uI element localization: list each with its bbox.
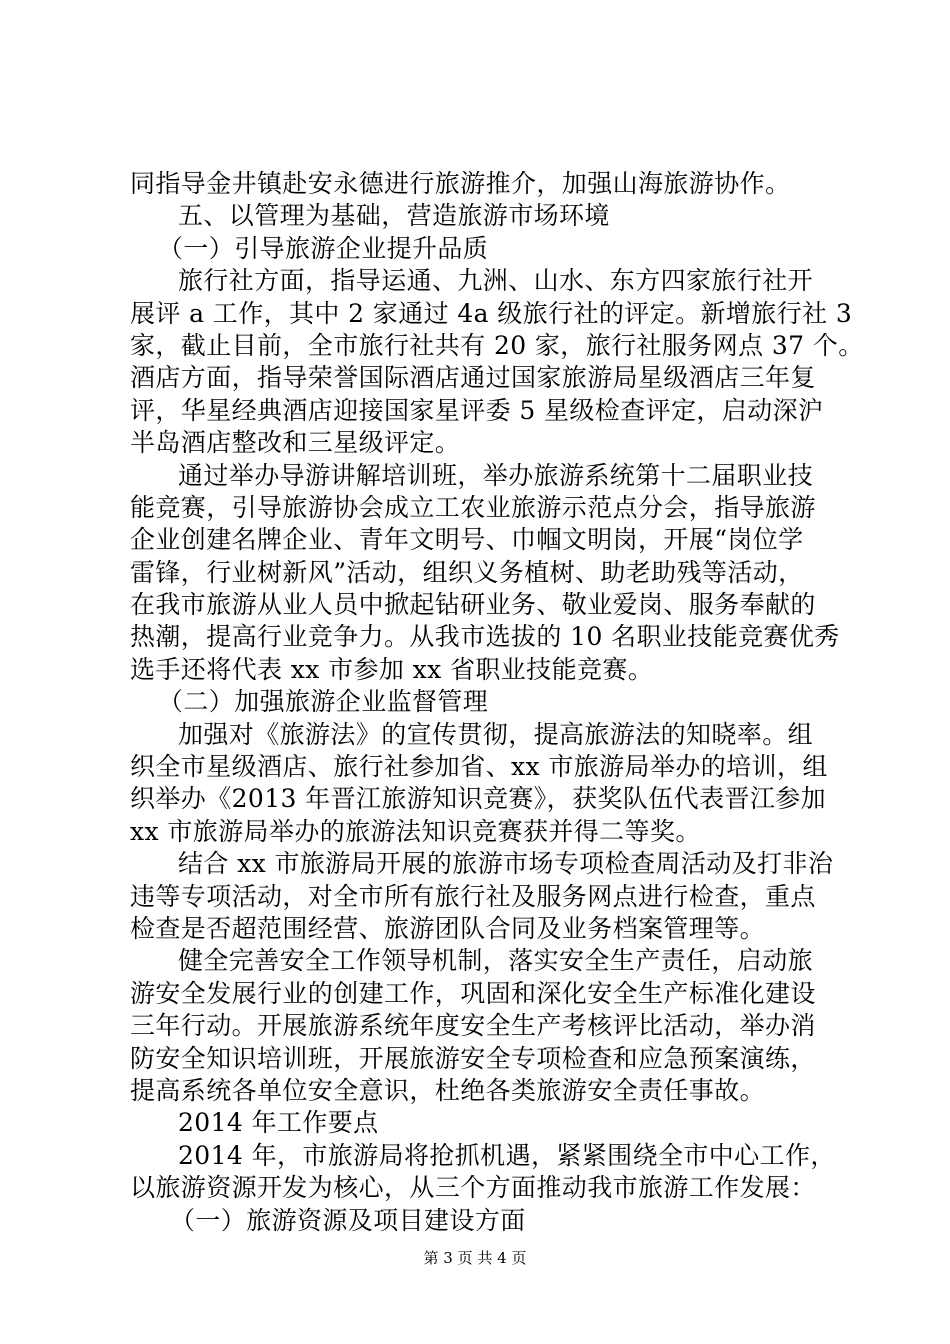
- section-heading: 五、以管理为基础，营造旅游市场环境: [178, 201, 610, 231]
- subsection-heading: （一）旅游资源及项目建设方面: [170, 1205, 526, 1235]
- text-line: 织全市星级酒店、旅行社参加省、xx 市旅游局举办的培训，组: [130, 752, 828, 782]
- text-line: 游安全发展行业的创建工作，巩固和深化安全生产标准化建设: [130, 978, 816, 1008]
- text-line: 通过举办导游讲解培训班，举办旅游系统第十二届职业技: [178, 460, 814, 490]
- text-line: 以旅游资源开发为核心，从三个方面推动我市旅游工作发展：: [130, 1173, 816, 1203]
- text-line: 2014 年，市旅游局将抢抓机遇，紧紧围绕全市中心工作，: [178, 1140, 836, 1170]
- text-line: 织举办《2013 年晋江旅游知识竞赛》，获奖队伍代表晋江参加: [130, 784, 827, 814]
- text-line: xx 市旅游局举办的旅游法知识竞赛获并得二等奖。: [130, 816, 701, 846]
- text-line: 热潮，提高行业竞争力。从我市选拔的 10 名职业技能竞赛优秀: [130, 622, 840, 652]
- text-line: 展评 a 工作，其中 2 家通过 4a 级旅行社的评定。新增旅行社 3: [130, 298, 853, 328]
- subsection-heading: （一）引导旅游企业提升品质: [158, 233, 489, 263]
- section-heading: 2014 年工作要点: [178, 1108, 379, 1138]
- text-line: 选手还将代表 xx 市参加 xx 省职业技能竞赛。: [130, 654, 654, 684]
- text-line: 防安全知识培训班，开展旅游安全专项检查和应急预案演练，: [130, 1043, 816, 1073]
- text-line: 评，华星经典酒店迎接国家星评委 5 星级检查评定，启动深沪: [130, 395, 824, 425]
- subsection-heading: （二）加强旅游企业监督管理: [158, 687, 489, 717]
- text-line: 旅行社方面，指导运通、九洲、山水、东方四家旅行社开: [178, 266, 814, 296]
- text-line: 加强对《旅游法》的宣传贯彻，提高旅游法的知晓率。组: [178, 719, 814, 749]
- text-line: 健全完善安全工作领导机制，落实安全生产责任，启动旅: [178, 946, 814, 976]
- text-line: 三年行动。开展旅游系统年度安全生产考核评比活动，举办消: [130, 1011, 816, 1041]
- document-body: [130, 168, 864, 1237]
- text-line: 雷锋，行业树新风”活动，组织义务植树、助老助残等活动，: [130, 557, 804, 587]
- text-line: 家，截止目前，全市旅行社共有 20 家，旅行社服务网点 37 个。: [130, 330, 864, 360]
- text-line: 同指导金井镇赴安永德进行旅游推介，加强山海旅游协作。: [130, 169, 791, 198]
- text-line: 违等专项活动，对全市所有旅行社及服务网点进行检查，重点: [130, 881, 816, 911]
- text-line: 结合 xx 市旅游局开展的旅游市场专项检查周活动及打非治: [178, 849, 834, 879]
- text-line: 半岛酒店整改和三星级评定。: [130, 428, 461, 458]
- text-line: 企业创建名牌企业、青年文明号、巾帼文明岗，开展“岗位学: [130, 525, 804, 555]
- text-line: 能竞赛，引导旅游协会成立工农业旅游示范点分会，指导旅游: [130, 492, 816, 522]
- text-line: 在我市旅游从业人员中掀起钻研业务、敬业爱岗、服务奉献的: [130, 590, 816, 620]
- page-number-footer: 第 3 页 共 4 页: [423, 1249, 527, 1267]
- text-line: 酒店方面，指导荣誉国际酒店通过国家旅游局星级酒店三年复: [130, 363, 816, 393]
- text-line: 提高系统各单位安全意识，杜绝各类旅游安全责任事故。: [130, 1075, 766, 1105]
- text-line: 检查是否超范围经营、旅游团队合同及业务档案管理等。: [130, 913, 766, 943]
